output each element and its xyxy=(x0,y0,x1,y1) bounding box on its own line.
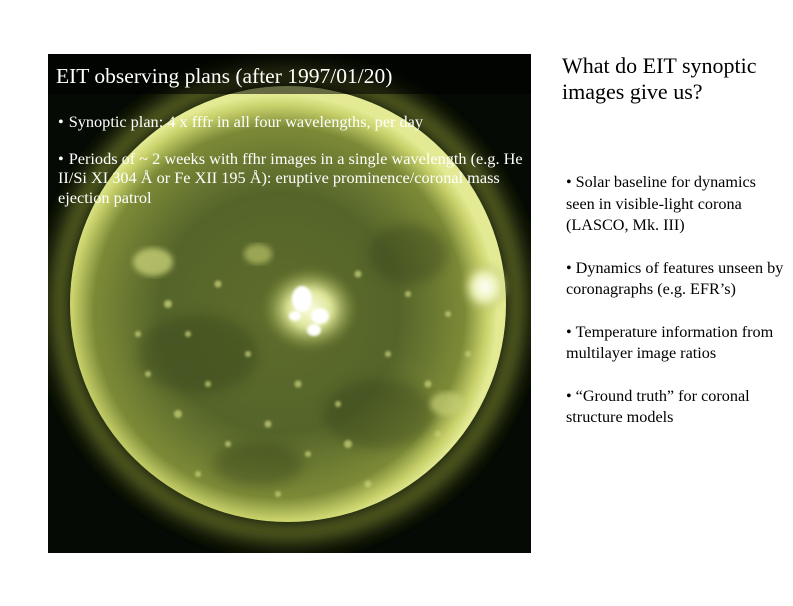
right-bullet-item xyxy=(566,172,788,237)
panel-title: EIT observing plans (after 1997/01/20) xyxy=(56,64,393,88)
right-bullet-text: Dynamics of features unseen by coronagraphs (e.g. EFR’s) xyxy=(566,258,784,298)
right-bullet-list xyxy=(566,172,788,450)
panel-bullet-text: Periods of ~ 2 weeks with ffhr images in a single wavelength (e.g. He II/Si XI 304 Å or Fe XII 195 Å): eruptive prominence/coronal mass ejection patrol xyxy=(58,148,523,207)
bullet-symbol: • xyxy=(566,173,572,191)
panel-bullet-item xyxy=(58,112,528,132)
right-bullet-item xyxy=(566,322,788,365)
sun-image-panel xyxy=(48,54,531,553)
right-heading: What do EIT synoptic images give us? xyxy=(562,53,757,104)
panel-bullet-item xyxy=(58,149,528,208)
right-bullet-item xyxy=(566,258,788,301)
bullet-symbol: • xyxy=(58,148,64,168)
right-bullet-text: Solar baseline for dynamics seen in visible-light corona (LASCO, Mk. III) xyxy=(566,173,756,234)
bullet-symbol: • xyxy=(58,112,64,131)
bullet-symbol: • xyxy=(566,386,572,405)
right-bullet-text: “Ground truth” for coronal structure models xyxy=(566,386,750,426)
right-bullet-text: Temperature information from multilayer image ratios xyxy=(566,322,774,362)
right-bullet-item xyxy=(566,386,788,429)
bullet-symbol: • xyxy=(566,322,572,341)
bullet-symbol: • xyxy=(566,258,572,277)
panel-bullet-list xyxy=(58,112,528,224)
panel-bullet-text: Synoptic plan: 4 x fffr in all four wavelengths, per day xyxy=(68,112,424,131)
